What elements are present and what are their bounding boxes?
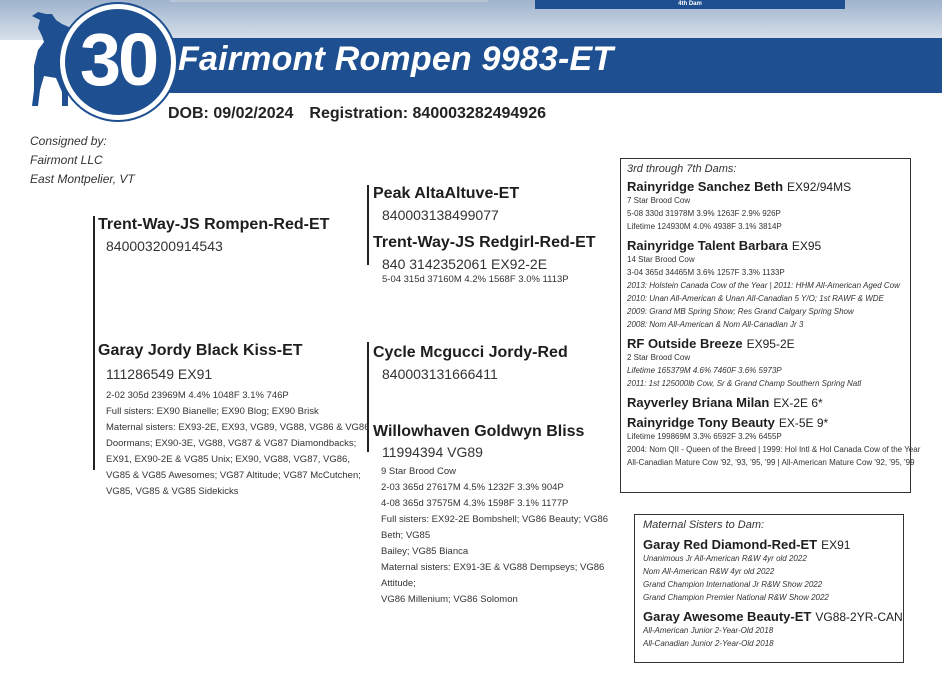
ancestor-dam-name (627, 238, 910, 253)
dam-dam-detail-line: 9 Star Brood Cow (381, 466, 456, 477)
sire-sire-reg: 840003138499077 (382, 207, 499, 223)
sister-honor: Grand Champion Premier National R&W Show 2022 (643, 593, 829, 602)
ancestor-dam-detail: 2004: Nom QII - Queen of the Breed | 1999: Hol Intl & Hol Canada Cow of the Year (627, 445, 921, 454)
ancestor-dam-classification: EX-5E 9* (778, 416, 829, 430)
sister-honor: All-American Junior 2-Year-Old 2018 (643, 626, 774, 635)
consignor-name: Fairmont LLC (30, 153, 103, 167)
ancestor-dam-name (627, 415, 910, 430)
ancestor-dam-detail: Lifetime 165379M 4.6% 7460F 3.6% 5973P (627, 366, 782, 375)
ancestor-dam-name (627, 395, 910, 410)
sisters-box (634, 514, 904, 663)
ancestor-dam-classification: EX95 (791, 239, 822, 253)
sire-dam-record: 5-04 315d 37160M 4.2% 1568F 3.0% 1113P (382, 274, 569, 285)
pedigree-line-dam (93, 340, 95, 470)
sire-name: Trent-Way-JS Rompen-Red-ET (98, 216, 330, 233)
ancestor-dam-detail: 14 Star Brood Cow (627, 255, 695, 264)
ancestor-dam-detail: 2008: Nom All-American & Nom All-Canadian Jr 3 (627, 320, 804, 329)
dam-details (106, 388, 370, 500)
dam-detail-line: 2-02 305d 23969M 4.4% 1048F 3.1% 746P (106, 390, 289, 401)
ancestor-dam-detail: All-Canadian Mature Cow '92, '93, '95, '99 | All-American Mature Cow '92, '95, '99 (627, 458, 915, 467)
ancestor-dam-detail: 2009: Grand MB Spring Show; Res Grand Calgary Spring Show (627, 307, 854, 316)
ancestor-dam-detail: 2010: Unan All-American & Unan All-Canadian 5 Y/O; 1st RAWF & WDE (627, 294, 884, 303)
dam-dam-detail-line: Maternal sisters: EX91-3E & VG88 Dempseys; VG86 Attitude; (381, 562, 605, 589)
dam-dam-detail-line: 2-03 365d 27617M 4.5% 1232F 3.3% 904P (381, 482, 564, 493)
sister-classification: EX91 (821, 538, 851, 552)
registration: Registration: 840003282494926 (309, 105, 546, 122)
ancestor-dam-detail: 7 Star Brood Cow (627, 196, 691, 205)
ancestor-dam-name (627, 179, 910, 194)
ancestor-dam-detail: Lifetime 124930M 4.0% 4938F 3.1% 3814P (627, 222, 782, 231)
dam-name: Garay Jordy Black Kiss-ET (98, 342, 303, 359)
dams-list (627, 179, 921, 469)
sister-honor: Nom All-American R&W 4yr old 2022 (643, 567, 775, 576)
sister-honor: Grand Champion International Jr R&W Show 2022 (643, 580, 823, 589)
sister-honor: Unanimous Jr All-American R&W 4yr old 2022 (643, 554, 807, 563)
dam-dam-detail-line: VG86 Millenium; VG86 Solomon (381, 594, 518, 605)
dob: DOB: 09/02/2024 (168, 105, 294, 122)
ancestor-dam-detail: 3-04 365d 34465M 3.6% 1257F 3.3% 1133P (627, 268, 785, 277)
dam-sire-reg: 840003131666411 (382, 366, 498, 382)
dam-dam-name: Willowhaven Goldwyn Bliss (373, 423, 585, 440)
ancestor-dam-detail: 2011: 1st 125000lb Cow, Sr & Grand Champ Southern Spring Natl (627, 379, 862, 388)
dam-detail-line: EX91, EX90-2E & VG85 Unix; EX90, VG88, VG87, VG86, (106, 454, 350, 465)
dam-reg: 111286549 EX91 (106, 366, 213, 382)
sire-sire-name: Peak AltaAltuve-ET (373, 185, 520, 202)
sister-honor: All-Canadian Junior 2-Year-Old 2018 (643, 639, 774, 648)
dam-dam-detail-line: Full sisters: EX92-2E Bombshell; VG86 Beauty; VG86 Beth; VG85 (381, 514, 609, 541)
sire-reg: 840003200914543 (106, 238, 223, 254)
ancestor-dam-title: Rainyridge Tony Beauty (627, 415, 775, 430)
ancestor-dam-title: Rayverley Briana Milan (627, 395, 770, 410)
dam-sire-name: Cycle Mcgucci Jordy-Red (373, 344, 568, 361)
pedigree-line-sire-side (367, 185, 369, 265)
ancestor-dam-name (627, 336, 910, 351)
sister-title: Garay Red Diamond-Red-ET (643, 537, 818, 552)
dam-dam-reg: 11994394 VG89 (382, 444, 483, 460)
top-tab: 4th Dam (535, 0, 845, 9)
dam-dam-detail-line: 4-08 365d 37575M 4.3% 1598F 3.1% 1177P (381, 498, 569, 509)
top-divider (170, 0, 488, 2)
dam-detail-line: VG85, VG85 & VG85 Sidekicks (106, 486, 239, 497)
sister-name (643, 537, 903, 552)
ancestor-dam-title: Rainyridge Talent Barbara (627, 238, 788, 253)
consignor-location: East Montpelier, VT (30, 172, 135, 186)
consignor-block (30, 132, 135, 189)
sire-dam-name: Trent-Way-JS Redgirl-Red-ET (373, 234, 596, 251)
ancestor-dam-detail: 5-08 330d 31978M 3.9% 1263F 2.9% 926P (627, 209, 781, 218)
ancestor-dam-classification: EX95-2E (746, 337, 795, 351)
ancestor-dam-detail: Lifetime 199869M 3.3% 6592F 3.2% 6455P (627, 432, 782, 441)
dob-registration-line (168, 105, 546, 123)
dam-detail-line: Full sisters: EX90 Bianelle; EX90 Blog; EX90 Brisk (106, 406, 319, 417)
dams-box-title: 3rd through 7th Dams: (627, 163, 737, 175)
dam-dam-detail-line: Bailey; VG85 Bianca (381, 546, 469, 557)
sisters-list (643, 537, 903, 650)
animal-name: Fairmont Rompen 9983-ET (178, 40, 614, 78)
sisters-box-title: Maternal Sisters to Dam: (643, 519, 765, 531)
sister-title: Garay Awesome Beauty-ET (643, 609, 812, 624)
sister-classification: VG88-2YR-CAN (815, 610, 903, 624)
dam-detail-line: Doormans; EX90-3E, VG88, VG87 & VG87 Diamondbacks; (106, 438, 357, 449)
dam-detail-line: VG85 & VG85 Awesomes; VG87 Altitude; VG87 McCutchen; (106, 470, 361, 481)
ancestor-dam-title: RF Outside Breeze (627, 336, 743, 351)
ancestor-dam-title: Rainyridge Sanchez Beth (627, 179, 784, 194)
pedigree-line-sire (93, 216, 95, 348)
dam-dam-details (381, 464, 626, 608)
ancestor-dam-detail: 2 Star Brood Cow (627, 353, 691, 362)
sire-dam-reg: 840 3142352061 EX92-2E (382, 256, 548, 272)
ancestor-dam-detail: 2013: Holstein Canada Cow of the Year | 2011: HHM All-American Aged Cow (627, 281, 900, 290)
sister-name (643, 609, 903, 624)
dams-box (620, 158, 921, 493)
ancestor-dam-classification: EX92/94MS (787, 180, 852, 194)
lot-number: 30 (79, 18, 157, 101)
ancestor-dam-classification: EX-2E 6* (773, 396, 823, 410)
consignor-label: Consigned by: (30, 134, 107, 148)
dam-detail-line: Maternal sisters: EX93-2E, EX93, VG89, VG88, VG86 & VG86 (106, 422, 370, 433)
